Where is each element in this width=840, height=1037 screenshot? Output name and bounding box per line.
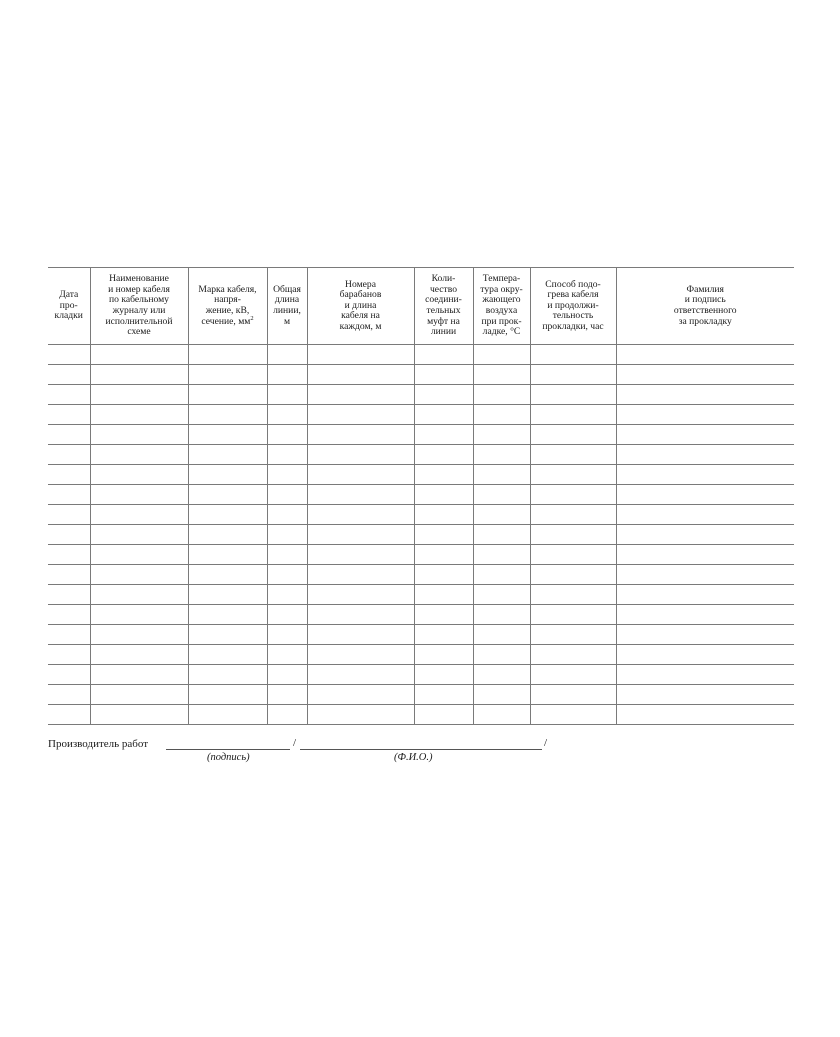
table-cell[interactable] — [90, 645, 188, 665]
table-cell[interactable] — [414, 385, 473, 405]
table-cell[interactable] — [188, 405, 267, 425]
table-row — [48, 705, 794, 725]
table-cell[interactable] — [414, 625, 473, 645]
table-cell[interactable] — [188, 585, 267, 605]
table-cell[interactable] — [48, 605, 90, 625]
table-cell[interactable] — [530, 365, 616, 385]
table-cell[interactable] — [48, 365, 90, 385]
table-cell[interactable] — [90, 485, 188, 505]
table-cell[interactable] — [307, 385, 414, 405]
table-cell[interactable] — [90, 405, 188, 425]
table-cell[interactable] — [414, 685, 473, 705]
table-row — [48, 465, 794, 485]
table-cell[interactable] — [267, 505, 307, 525]
table-header-row — [48, 268, 794, 345]
table-cell[interactable] — [188, 445, 267, 465]
table-cell[interactable] — [307, 625, 414, 645]
slash-separator: / — [293, 737, 297, 749]
table-cell[interactable] — [90, 465, 188, 485]
table-row — [48, 345, 794, 365]
table-cell[interactable] — [616, 425, 794, 445]
table-cell[interactable] — [530, 425, 616, 445]
table-cell[interactable] — [307, 585, 414, 605]
table-cell[interactable] — [473, 665, 530, 685]
table-body — [48, 345, 794, 725]
table-cell[interactable] — [90, 385, 188, 405]
table-cell[interactable] — [188, 625, 267, 645]
table-cell[interactable] — [414, 365, 473, 385]
table-cell[interactable] — [307, 705, 414, 725]
table-cell[interactable] — [267, 425, 307, 445]
table-cell[interactable] — [48, 465, 90, 485]
table-cell[interactable] — [414, 485, 473, 505]
table-cell[interactable] — [616, 645, 794, 665]
table-cell[interactable] — [307, 565, 414, 585]
table-cell[interactable] — [473, 385, 530, 405]
work-manager-label: Производитель работ — [48, 738, 149, 750]
table-row — [48, 685, 794, 705]
table-row — [48, 485, 794, 505]
table-cell[interactable] — [414, 445, 473, 465]
table-cell[interactable] — [188, 665, 267, 685]
column-header-joint-count: Коли- чество соедини- тельных муфт на линии — [414, 268, 473, 345]
column-header-date: Дата про- кладки — [48, 268, 90, 345]
table-cell[interactable] — [307, 485, 414, 505]
table-cell[interactable] — [48, 385, 90, 405]
table-cell[interactable] — [267, 485, 307, 505]
table-cell[interactable] — [48, 345, 90, 365]
table-cell[interactable] — [90, 585, 188, 605]
table-cell[interactable] — [90, 665, 188, 685]
square-mm-superscript: 2 — [250, 314, 254, 322]
table-cell[interactable] — [188, 565, 267, 585]
table-cell[interactable] — [473, 625, 530, 645]
table-row — [48, 385, 794, 405]
table-cell[interactable] — [307, 665, 414, 685]
table-cell[interactable] — [616, 705, 794, 725]
table-cell[interactable] — [307, 425, 414, 445]
table-cell[interactable] — [616, 365, 794, 385]
table-cell[interactable] — [414, 705, 473, 725]
column-header-responsible-person: Фамилия и подпись ответственного за прокладку — [616, 268, 794, 345]
table-cell[interactable] — [530, 465, 616, 485]
table-cell[interactable] — [267, 345, 307, 365]
table-cell[interactable] — [616, 485, 794, 505]
table-cell[interactable] — [48, 545, 90, 565]
table-cell[interactable] — [414, 505, 473, 525]
cable-brand-header-text: Марка кабеля, напря- жение, кВ, сечение, мм — [198, 283, 257, 327]
signature-caption: (подпись) — [207, 752, 250, 763]
table-cell[interactable] — [473, 705, 530, 725]
table-cell[interactable] — [530, 385, 616, 405]
table-cell[interactable] — [48, 565, 90, 585]
table-cell[interactable] — [188, 685, 267, 705]
table-cell[interactable] — [48, 625, 90, 645]
table-cell[interactable] — [188, 545, 267, 565]
table-cell[interactable] — [188, 345, 267, 365]
table-cell[interactable] — [616, 625, 794, 645]
table-cell[interactable] — [530, 445, 616, 465]
table-row — [48, 445, 794, 465]
table-cell[interactable] — [48, 525, 90, 545]
table-cell[interactable] — [473, 645, 530, 665]
table-cell[interactable] — [267, 665, 307, 685]
signature-line[interactable] — [166, 749, 290, 750]
signature-block — [48, 736, 608, 770]
column-header-air-temperature: Темпера- тура окру- жающего воздуха при прок- ладке, °C — [473, 268, 530, 345]
table-row — [48, 585, 794, 605]
table-cell[interactable] — [414, 665, 473, 685]
table-cell[interactable] — [616, 505, 794, 525]
table-cell[interactable] — [530, 625, 616, 645]
cable-laying-table — [48, 267, 794, 725]
table-cell[interactable] — [90, 545, 188, 565]
table-row — [48, 505, 794, 525]
table-cell[interactable] — [188, 505, 267, 525]
table-row — [48, 605, 794, 625]
table-cell[interactable] — [188, 425, 267, 445]
table-cell[interactable] — [90, 505, 188, 525]
table-cell[interactable] — [616, 545, 794, 565]
table-cell[interactable] — [307, 405, 414, 425]
table-cell[interactable] — [267, 525, 307, 545]
table-cell[interactable] — [307, 505, 414, 525]
table-cell[interactable] — [48, 685, 90, 705]
table-row — [48, 645, 794, 665]
table-cell[interactable] — [473, 405, 530, 425]
table-row — [48, 625, 794, 645]
table-row — [48, 665, 794, 685]
table-cell[interactable] — [307, 365, 414, 385]
table-cell[interactable] — [307, 445, 414, 465]
table-cell[interactable] — [267, 565, 307, 585]
table-row — [48, 545, 794, 565]
table-cell[interactable] — [616, 605, 794, 625]
table-row — [48, 425, 794, 445]
table-cell[interactable] — [48, 505, 90, 525]
table-cell[interactable] — [414, 405, 473, 425]
table-cell[interactable] — [188, 485, 267, 505]
table-cell[interactable] — [530, 565, 616, 585]
cable-laying-log — [48, 267, 794, 725]
table-cell[interactable] — [414, 565, 473, 585]
table-cell[interactable] — [90, 705, 188, 725]
table-cell[interactable] — [307, 545, 414, 565]
table-cell[interactable] — [267, 645, 307, 665]
table-cell[interactable] — [188, 605, 267, 625]
column-header-total-length: Общая длина линии, м — [267, 268, 307, 345]
table-cell[interactable] — [48, 485, 90, 505]
table-cell[interactable] — [267, 545, 307, 565]
table-cell[interactable] — [616, 345, 794, 365]
table-cell[interactable] — [188, 525, 267, 545]
table-cell[interactable] — [90, 445, 188, 465]
table-cell[interactable] — [616, 445, 794, 465]
table-cell[interactable] — [414, 345, 473, 365]
table-cell[interactable] — [90, 345, 188, 365]
column-header-cable-name: Наименование и номер кабеля по кабельному журналу или исполнительной схеме — [90, 268, 188, 345]
table-cell[interactable] — [616, 405, 794, 425]
table-cell[interactable] — [530, 585, 616, 605]
column-header-drum-numbers: Номера барабанов и длина кабеля на каждом, м — [307, 268, 414, 345]
table-cell[interactable] — [530, 605, 616, 625]
table-cell[interactable] — [414, 425, 473, 445]
table-cell[interactable] — [414, 525, 473, 545]
table-cell[interactable] — [90, 625, 188, 645]
table-cell[interactable] — [48, 645, 90, 665]
table-cell[interactable] — [530, 405, 616, 425]
table-cell[interactable] — [473, 685, 530, 705]
table-cell[interactable] — [48, 425, 90, 445]
table-cell[interactable] — [48, 405, 90, 425]
table-cell[interactable] — [307, 605, 414, 625]
table-cell[interactable] — [530, 545, 616, 565]
table-cell[interactable] — [307, 465, 414, 485]
table-cell[interactable] — [267, 705, 307, 725]
table-cell[interactable] — [90, 525, 188, 545]
table-cell[interactable] — [414, 645, 473, 665]
table-cell[interactable] — [267, 385, 307, 405]
table-cell[interactable] — [414, 605, 473, 625]
column-header-cable-brand — [188, 268, 267, 345]
table-cell[interactable] — [48, 585, 90, 605]
table-cell[interactable] — [267, 585, 307, 605]
table-cell[interactable] — [307, 645, 414, 665]
table-cell[interactable] — [307, 345, 414, 365]
table-cell[interactable] — [473, 365, 530, 385]
table-cell[interactable] — [473, 505, 530, 525]
full-name-caption: (Ф.И.О.) — [394, 752, 433, 763]
table-cell[interactable] — [414, 465, 473, 485]
table-cell[interactable] — [473, 525, 530, 545]
table-cell[interactable] — [90, 425, 188, 445]
full-name-line[interactable] — [300, 749, 542, 750]
table-cell[interactable] — [188, 645, 267, 665]
table-cell[interactable] — [48, 665, 90, 685]
table-cell[interactable] — [473, 545, 530, 565]
table-cell[interactable] — [530, 485, 616, 505]
table-cell[interactable] — [188, 365, 267, 385]
table-cell[interactable] — [267, 685, 307, 705]
table-cell[interactable] — [188, 465, 267, 485]
slash-separator: / — [544, 737, 548, 749]
table-cell[interactable] — [616, 465, 794, 485]
table-cell[interactable] — [616, 665, 794, 685]
table-cell[interactable] — [616, 525, 794, 545]
table-cell[interactable] — [307, 685, 414, 705]
table-cell[interactable] — [530, 665, 616, 685]
table-cell[interactable] — [90, 565, 188, 585]
table-cell[interactable] — [267, 445, 307, 465]
table-cell[interactable] — [616, 685, 794, 705]
table-cell[interactable] — [267, 465, 307, 485]
table-cell[interactable] — [530, 645, 616, 665]
table-cell[interactable] — [414, 585, 473, 605]
table-cell[interactable] — [48, 445, 90, 465]
table-row — [48, 565, 794, 585]
table-row — [48, 365, 794, 385]
table-cell[interactable] — [267, 605, 307, 625]
table-cell[interactable] — [530, 505, 616, 525]
table-row — [48, 525, 794, 545]
table-cell[interactable] — [48, 705, 90, 725]
table-cell[interactable] — [473, 605, 530, 625]
table-cell[interactable] — [267, 365, 307, 385]
table-cell[interactable] — [530, 525, 616, 545]
table-cell[interactable] — [188, 705, 267, 725]
table-cell[interactable] — [616, 565, 794, 585]
table-cell[interactable] — [473, 445, 530, 465]
table-cell[interactable] — [473, 485, 530, 505]
table-cell[interactable] — [473, 345, 530, 365]
table-cell[interactable] — [414, 545, 473, 565]
table-cell[interactable] — [473, 585, 530, 605]
table-cell[interactable] — [616, 385, 794, 405]
table-cell[interactable] — [267, 625, 307, 645]
table-cell[interactable] — [90, 365, 188, 385]
column-header-heating-method: Способ подо- грева кабеля и продолжи- тельность прокладки, час — [530, 268, 616, 345]
table-cell[interactable] — [267, 405, 307, 425]
table-cell[interactable] — [90, 605, 188, 625]
table-cell[interactable] — [307, 525, 414, 545]
table-row — [48, 405, 794, 425]
table-cell[interactable] — [473, 565, 530, 585]
table-cell[interactable] — [90, 685, 188, 705]
table-cell[interactable] — [530, 685, 616, 705]
table-cell[interactable] — [188, 385, 267, 405]
table-cell[interactable] — [473, 425, 530, 445]
table-cell[interactable] — [473, 465, 530, 485]
table-cell[interactable] — [530, 705, 616, 725]
table-cell[interactable] — [616, 585, 794, 605]
table-cell[interactable] — [530, 345, 616, 365]
